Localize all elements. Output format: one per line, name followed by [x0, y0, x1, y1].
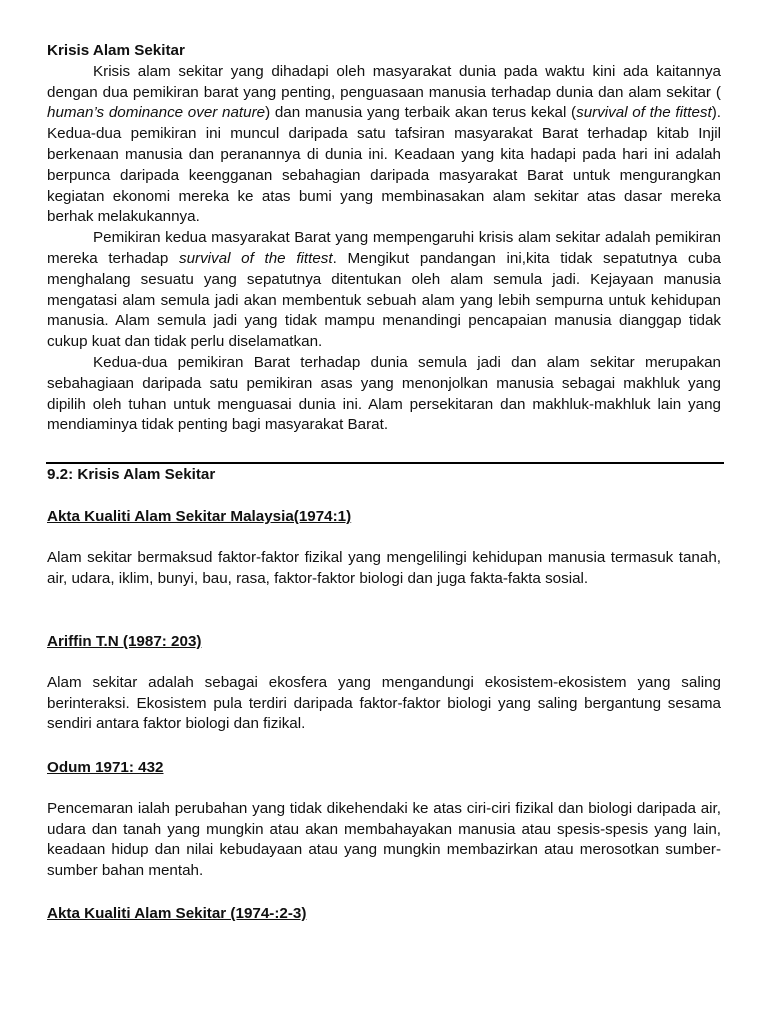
- section-text: Pencemaran ialah perubahan yang tidak dikehendaki ke atas ciri-ciri fizikal dan biologi daripada air, udara dan tanah yang mungkin atau akan membahayakan manusia atau spesis-spesis yang lain, keadaan hidup dan nilai kebudayaan atau yang mungkin membazirkan atau merosotkan sumber-sumber bahan mentah.: [47, 799, 721, 880]
- section-text: Alam sekitar adalah sebagai ekosfera yang mengandungi ekosistem-ekosistem yang saling berinteraksi. Ekosistem pula terdiri daripada faktor-faktor biologi yang saling bergantung sesama sendiri antara faktor biologi dan fizikal.: [47, 673, 721, 733]
- section-odum: [47, 758, 721, 882]
- part1-paragraph-3: Kedua-dua pemikiran Barat terhadap dunia semula jadi dan alam sekitar merupakan sebahagiaan daripada satu pemikiran asas yang menonjolkan manusia sebagai makhluk yang dipilih oleh tuhan untuk menguasai dunia ini. Alam persekitaran dan makhluk-makhluk lain yang mendiaminya tidak penting bagi masyarakat Barat.: [47, 353, 721, 434]
- section-ariffin: [47, 632, 721, 735]
- part1-paragraph-1: Krisis alam sekitar yang dihadapi oleh masyarakat dunia pada waktu kini ada kaitannya dengan dua pemikiran barat yang penting, penguasaan manusia terhadap dunia dan alam sekitar ( human’s dominance over nature) dan manusia yang terbaik akan terus kekal (survival of the fittest). Kedua-dua pemikiran ini muncul daripada satu tafsiran masyarakat Barat terhadap kitab Injil berkenaan manusia dan peranannya di dunia ini. Keadaan yang kita hadapi pada hari ini adalah berpunca daripada keengganan sebahagian daripada masyarakat Barat untuk mengurangkan kegiatan ekonomi mereka ke atas bumi yang membinasakan alam sekitar atas dasar mereka berhak melakukannya.: [47, 62, 721, 226]
- section-akta-1974-2-3: [47, 904, 721, 925]
- section-heading: Odum 1971: 432: [47, 759, 164, 776]
- part1-block: [47, 41, 721, 436]
- part2-title: 9.2: Krisis Alam Sekitar: [47, 466, 216, 483]
- part1-paragraph-2: Pemikiran kedua masyarakat Barat yang mempengaruhi krisis alam sekitar adalah pemikiran mereka terhadap survival of the fittest. Mengikut pandangan ini,kita tidak sepatutnya cuba menghalang sesuatu yang sepatutnya ditentukan oleh alam semula jadi. Kejayaan manusia mengatasi alam semula jadi akan membentuk sebuah alam yang lebih sempurna untuk kehidupan manusia. Alam semula jadi yang tidak mampu menandingi pencapaian manusia dianggap tidak cukup kuat dan tidak perlu diselamatkan.: [47, 229, 721, 351]
- section-akta-1974-1: [47, 507, 721, 589]
- section-heading: Akta Kualiti Alam Sekitar Malaysia(1974:1): [47, 508, 352, 525]
- part2-title-block: [47, 465, 721, 486]
- section-heading: Ariffin T.N (1987: 203): [47, 633, 202, 650]
- section-heading: Akta Kualiti Alam Sekitar (1974-:2-3): [47, 905, 307, 922]
- section-text: Alam sekitar bermaksud faktor-faktor fizikal yang mengelilingi kehidupan manusia termasuk tanah, air, udara, iklim, bunyi, bau, rasa, faktor-faktor biologi dan juga fakta-fakta sosial.: [47, 548, 721, 587]
- part1-title: Krisis Alam Sekitar: [47, 42, 185, 59]
- section-divider: [46, 462, 724, 464]
